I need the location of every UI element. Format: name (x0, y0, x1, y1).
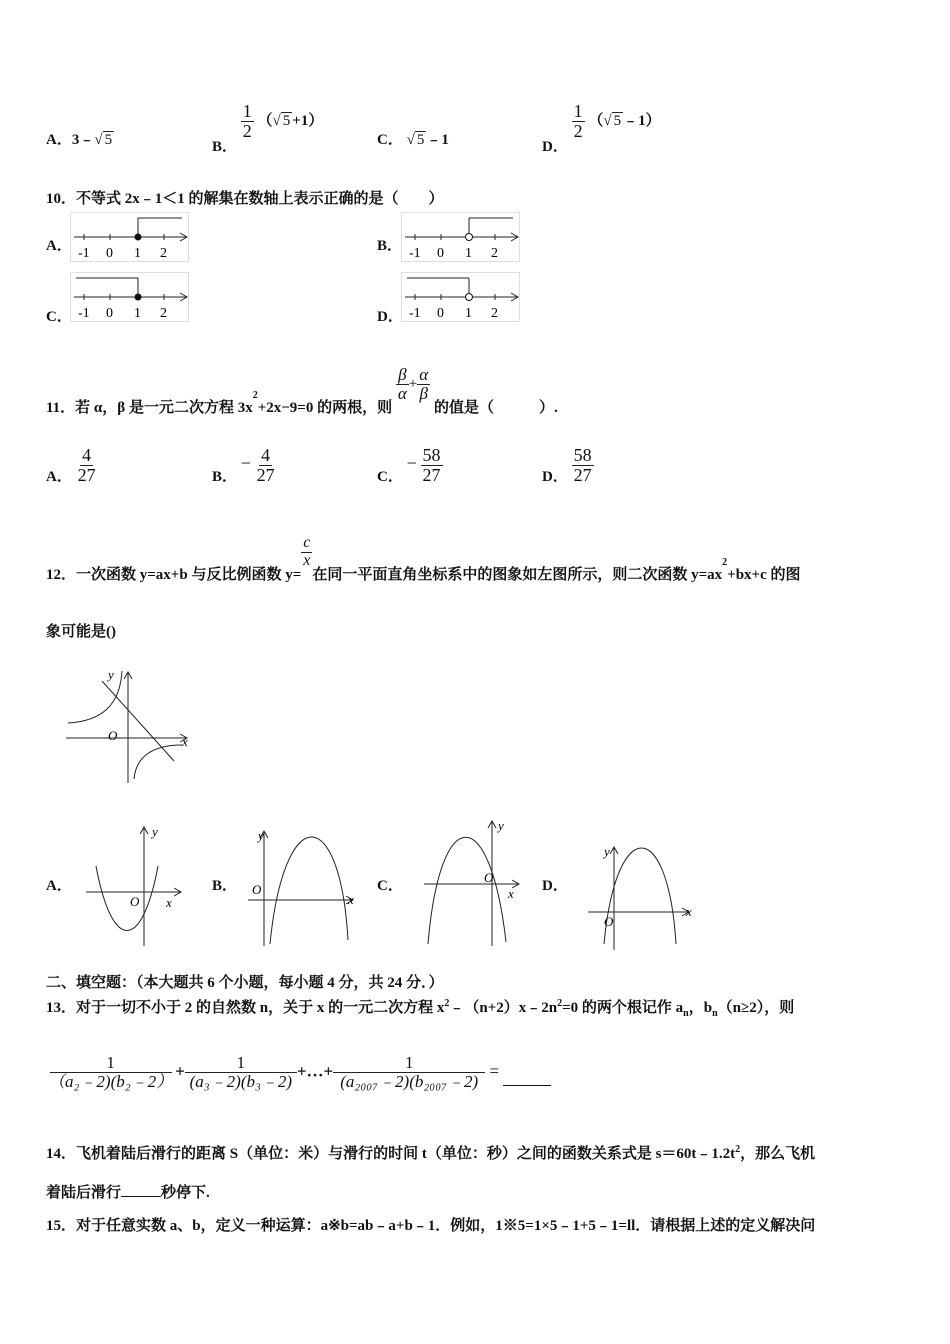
tick-label: 1 (134, 306, 141, 321)
q12-stem-line2: 象可能是() (46, 624, 116, 640)
q10-label-a: A． (46, 238, 72, 254)
y-axis-label: y (604, 844, 610, 859)
q13-stem: 13．对于一切不小于 2 的自然数 n，关于 x 的一元二次方程 $x^2﹣(n+2)x﹣2n^2=0$ 的两个根记作 $a_n$，$b_n(n\ge 2)$，则 (46, 998, 795, 1019)
q13-formula: $\frac{1}{\text{（a₂﹣2)(b₂﹣2）}}$ + $\frac{1}{\text{(a₃﹣2)(b₃﹣2)}}$ +…+ $\frac{1}{\text{(a₂₀₀₇﹣2)(b₂₀₀₇﹣2)}}$ = (46, 1054, 551, 1091)
x-axis-label: x (182, 734, 188, 749)
tick-label: 2 (160, 246, 167, 261)
tick-label: 0 (437, 306, 444, 321)
q11-option-d: D． $\frac{58}{27}$ (542, 445, 592, 485)
section-2-title: 二、填空题：（本大题共 6 个小题，每小题 4 分，共 24 分．） (46, 975, 444, 991)
q10-stem: 10．不等式 2x﹣1＜1 的解集在数轴上表示正确的是（ ） (46, 191, 444, 207)
origin-label: O (130, 894, 140, 909)
tick-label: -1 (78, 246, 90, 261)
y-axis-label: y (258, 828, 264, 843)
tick-label: 2 (491, 306, 498, 321)
origin-label: O (108, 728, 118, 743)
q12-graph-a (82, 822, 186, 950)
q15-stem: 15．对于任意实数 a、b，定义一种运算：a※b=ab﹣a+b﹣1．例如，1※5=1×5﹣1+5﹣1=ll．请根据上述的定义解决问 (46, 1218, 816, 1234)
tick-label: 0 (106, 306, 113, 321)
x-axis-label: x (348, 892, 354, 907)
q9-option-c: C． √ 5 ﹣1 (377, 132, 449, 148)
tick-label: 2 (491, 246, 498, 261)
q14-stem-line2: 着陆后滑行 秒停下. (46, 1181, 210, 1202)
q10-numberline-c (70, 272, 194, 324)
q12-label-a: A． (46, 878, 72, 894)
q13-answer-blank[interactable] (503, 1071, 551, 1086)
q11-stem: 11．若 α，β 是一元二次方程 $3x^2+2x-9=0$ 的两根，则 $\frac{\beta}{\alpha}$ + $\frac{\alpha}{\beta}$ 的值是（ ）. (46, 365, 558, 416)
q12-label-c: C． (377, 878, 403, 894)
q12-reference-graph (62, 665, 192, 787)
q12-stem: 12．一次函数 y=ax+b 与反比例函数 y= $\frac{c}{x}$ 在同一平面直角坐标系中的图象如左图所示，则二次函数 y=ax2+bx+c 的图 (46, 534, 801, 583)
q10-label-d: D． (377, 309, 403, 325)
x-axis-label: x (686, 904, 692, 919)
q10-label-c: C． (46, 309, 72, 325)
q12-label-d: D． (542, 878, 568, 894)
tick-label: -1 (409, 306, 421, 321)
q12-label-b: B． (212, 878, 238, 894)
q12-graph-d (584, 840, 694, 952)
y-axis-label: y (498, 818, 504, 833)
q14-answer-blank[interactable] (121, 1182, 161, 1197)
tick-label: 1 (465, 246, 472, 261)
tick-label: 1 (134, 246, 141, 261)
tick-label: -1 (78, 306, 90, 321)
tick-label: 2 (160, 306, 167, 321)
q10-numberline-d (401, 272, 525, 324)
q14-stem-line1: 14．飞机着陆后滑行的距离 S（单位：米）与滑行的时间 t（单位：秒）之间的函数关系式是 $s=60t﹣1.2t^2$，那么飞机 (46, 1144, 816, 1162)
y-axis-label: y (152, 824, 158, 839)
origin-label: O (252, 882, 262, 897)
tick-label: 0 (106, 246, 113, 261)
q10-numberline-b (401, 212, 525, 264)
q11-option-a: A． $\frac{4}{27}$ (46, 445, 96, 485)
q9-option-d: D． $\frac{1}{2}$ （√ 5 ﹣1） (542, 101, 661, 155)
tick-label: 1 (465, 306, 472, 321)
q10-label-b: B． (377, 238, 403, 254)
q9-option-a: A．3﹣√ 5 (46, 132, 113, 148)
q12-graph-c (420, 816, 524, 950)
origin-label: O (484, 870, 494, 885)
tick-label: 0 (437, 246, 444, 261)
tick-label: -1 (409, 246, 421, 261)
origin-label: O (604, 914, 614, 929)
q12-graph-b (244, 822, 360, 950)
y-axis-label: y (108, 667, 114, 682)
x-axis-label: x (508, 886, 514, 901)
x-axis-label: x (166, 895, 172, 910)
q9-option-b: B． $\frac{1}{2}$ （√ 5 +1） (212, 101, 324, 155)
q11-option-c: C． − $\frac{58}{27}$ (377, 445, 441, 485)
q11-option-b: B． − $\frac{4}{27}$ (212, 445, 275, 485)
q10-numberline-a (70, 212, 194, 264)
